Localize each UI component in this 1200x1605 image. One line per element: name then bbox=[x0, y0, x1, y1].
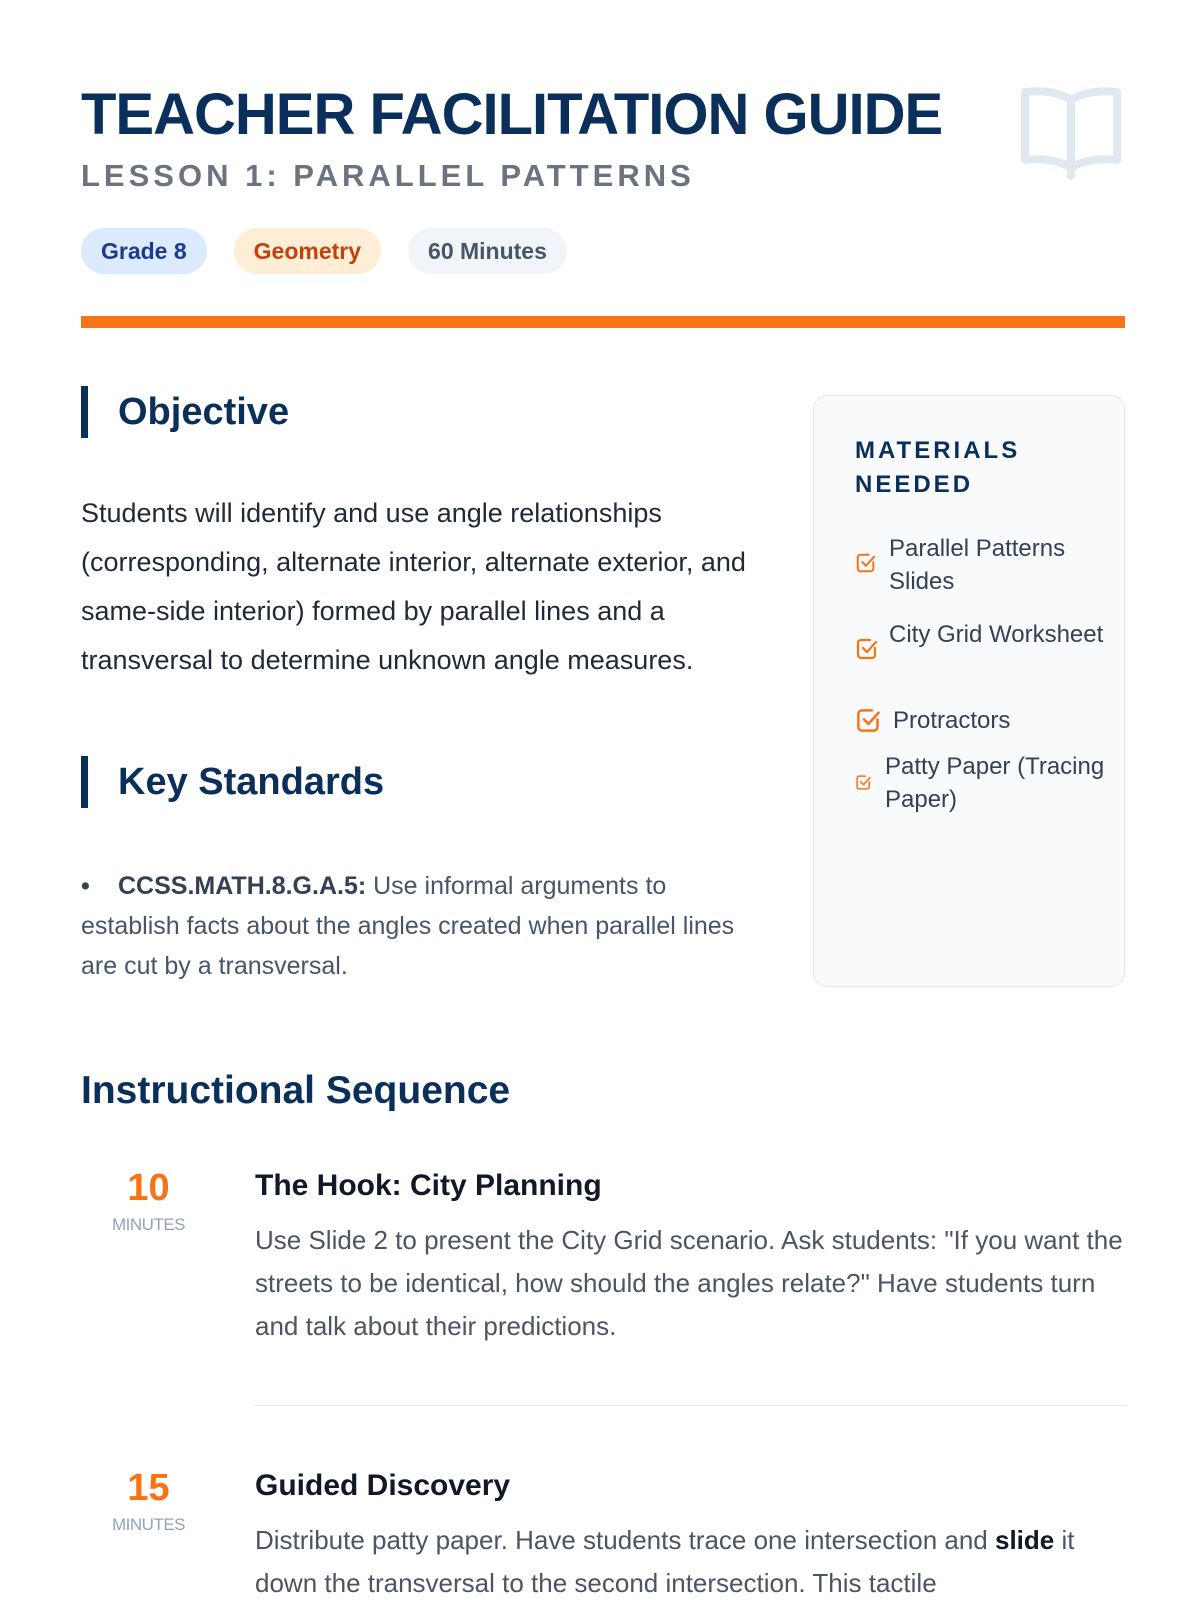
sequence-heading: Instructional Sequence bbox=[81, 1069, 511, 1112]
objective-heading: Objective bbox=[81, 386, 289, 438]
standards-heading: Key Standards bbox=[81, 756, 384, 808]
material-label: Protractors bbox=[893, 707, 1011, 734]
standard-text: Use informal arguments to establish facts about the angles created when parallel lines are cut by a transversal. bbox=[81, 872, 735, 980]
material-label: City Grid Worksheet bbox=[889, 621, 1104, 648]
checkbox-check-icon bbox=[855, 552, 877, 574]
objective-text: Students will identify and use angle relationships (corresponding, alternate interior, alternate exterior, and same-side interior) formed by parallel lines and a transversal to determine unknown angle measures. bbox=[81, 498, 746, 675]
page-title: TEACHER FACILITATION GUIDE bbox=[81, 82, 943, 147]
tag-row bbox=[81, 228, 567, 274]
material-label: Patty Paper (Tracing Paper) bbox=[885, 753, 1105, 813]
step-description: Use Slide 2 to present the City Grid scenario. Ask students: "If you want the streets to be identical, how should the angles relate?" Have students turn and talk about their predictions. bbox=[255, 1225, 1123, 1341]
step-minutes-unit: MINUTES bbox=[112, 1515, 185, 1534]
step-title: The Hook: City Planning bbox=[255, 1169, 602, 1202]
step-duration bbox=[81, 1466, 216, 1538]
step-title: Guided Discovery bbox=[255, 1469, 511, 1502]
step-description-text: Distribute patty paper. Have students trace one intersection and bbox=[255, 1525, 995, 1555]
header-divider bbox=[81, 316, 1125, 328]
checkbox-check-icon bbox=[855, 707, 882, 734]
step-description-text: it down the transversal to the second intersection. This tactile bbox=[255, 1525, 1075, 1598]
subject-tag: Geometry bbox=[234, 228, 381, 274]
grade-tag: Grade 8 bbox=[81, 228, 207, 274]
standard-item bbox=[81, 866, 771, 986]
step-duration bbox=[81, 1166, 216, 1238]
step-description bbox=[255, 1519, 1125, 1605]
step-minutes: 15 bbox=[127, 1467, 170, 1509]
materials-heading: MATERIALS NEEDED bbox=[855, 437, 1021, 498]
lesson-subtitle: LESSON 1: PARALLEL PATTERNS bbox=[81, 158, 695, 193]
emphasis-text: slide bbox=[994, 1525, 1055, 1555]
step-minutes: 10 bbox=[127, 1167, 170, 1209]
material-label: Parallel Patterns Slides bbox=[889, 535, 1066, 595]
standard-code: CCSS.MATH.8.G.A.5: bbox=[118, 872, 367, 900]
duration-tag: 60 Minutes bbox=[408, 228, 567, 274]
standards-list bbox=[81, 866, 771, 986]
step-divider bbox=[255, 1405, 1125, 1406]
checkbox-check-icon bbox=[855, 637, 879, 661]
checkbox-check-icon bbox=[855, 774, 872, 791]
open-book-icon bbox=[1019, 86, 1123, 182]
materials-card bbox=[813, 395, 1125, 987]
bullet: • bbox=[81, 872, 90, 900]
step-minutes-unit: MINUTES bbox=[112, 1215, 185, 1234]
